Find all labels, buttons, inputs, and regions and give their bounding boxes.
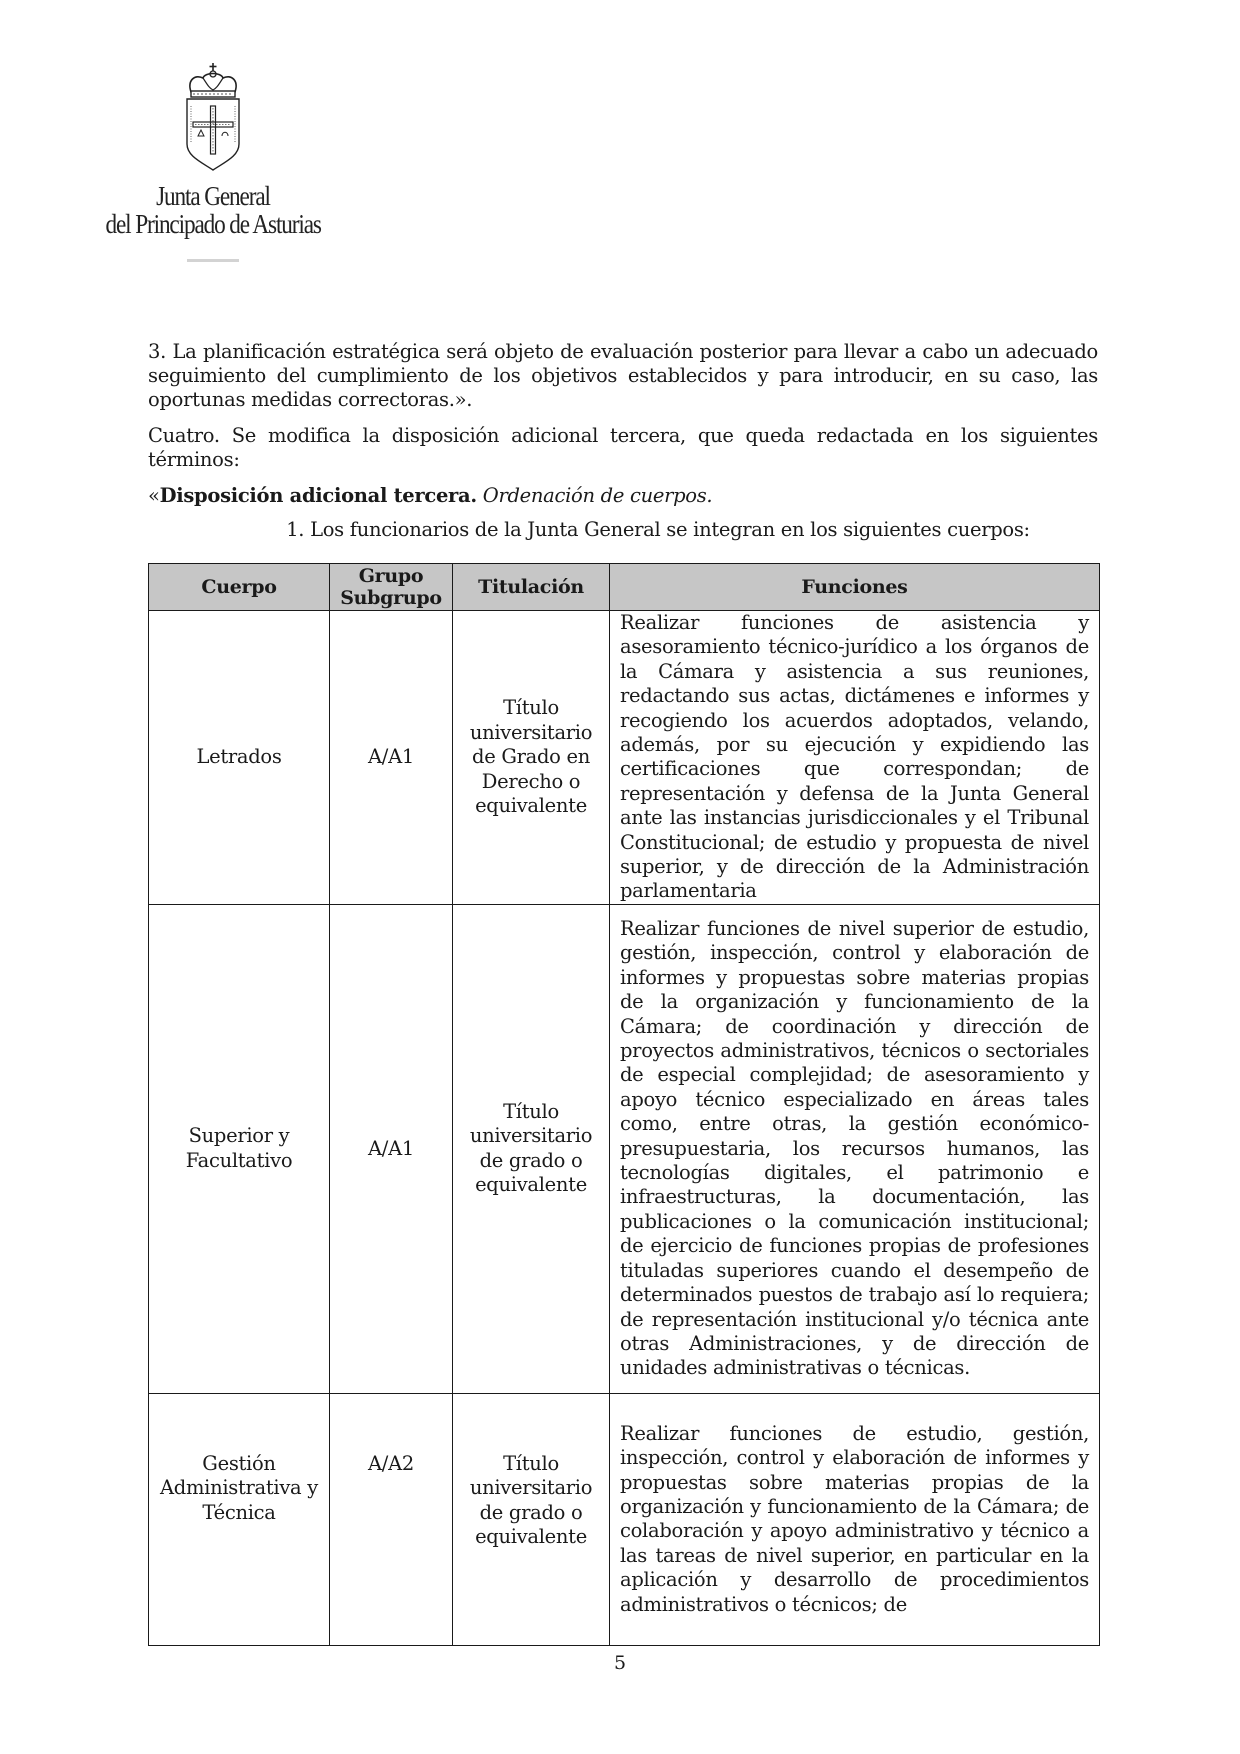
cell-funciones: Realizar funciones de estudio, gestión, inspección, control y elaboración de informes y propuestas sobre materias propias de la organización y funcionamiento de la Cámara; de colaboración y apoyo administrativo y técnico a las tareas de nivel superior, en particular en la aplicación y desarrollo de procedimientos administrativos o técnicos; de	[610, 1393, 1100, 1645]
grupo-label: Grupo	[358, 565, 424, 587]
column-header-grupo	[330, 564, 453, 611]
cell-cuerpo: Gestión Administrativa y Técnica	[149, 1393, 330, 1645]
table-row	[149, 904, 1100, 1393]
cell-funciones: Realizar funciones de nivel superior de estudio, gestión, inspección, control y elaboración de informes y propuestas sobre materias propias de la organización y funcionamiento de la Cámara; de coordinación y dirección de proyectos administrativos, técnicos o sectoriales de especial complejidad; de asesoramiento y apoyo técnico especializado en áreas tales como, entre otras, la gestión económico-presupuestaria, los recursos humanos, las tecnologías digitales, el patrimonio e infraestructuras, la documentación, las publicaciones o la comunicación institucional; de ejercicio de funciones propias de profesiones tituladas superiores cuando el desempeño de determinados puestos de trabajo así lo requiera; de representación institucional y/o técnica ante otras Administraciones, y de dirección de unidades administrativas o técnicas.	[610, 904, 1100, 1393]
cell-grupo: A/A2	[330, 1393, 453, 1645]
cell-funciones: Realizar funciones de asistencia y asesoramiento técnico-jurídico a los órganos de la Cámara y asistencia a sus reuniones, redactando sus actas, dictámenes e informes y recogiendo los acuerdos adoptados, velando, además, por su ejecución y expidiendo las certificaciones que correspondan; de representación y defensa de la Junta General ante las instancias jurisdiccionales y el Tribunal Constitucional; de estudio y propuesta de nivel superior, y de dirección de la Administración parlamentaria	[610, 611, 1100, 905]
column-header-titulacion: Titulación	[453, 564, 610, 611]
cuerpos-table	[148, 563, 1100, 1646]
institution-name-line2: del Principado de Asturias	[105, 209, 321, 239]
document-body	[148, 340, 1098, 552]
page-number: 5	[613, 1652, 627, 1674]
opening-quote: «	[148, 484, 160, 507]
heading-title: Disposición adicional tercera.	[159, 484, 477, 507]
paragraph-cuatro: Cuatro. Se modifica la disposición adicional tercera, que queda redactada en los siguientes términos:	[148, 424, 1098, 471]
cell-titulacion: Título universitario de grado o equivalente	[453, 904, 610, 1393]
column-header-cuerpo: Cuerpo	[149, 564, 330, 611]
table-row	[149, 611, 1100, 905]
coat-of-arms-icon	[181, 62, 245, 174]
cell-grupo: A/A1	[330, 904, 453, 1393]
paragraph-planificacion: 3. La planificación estratégica será objeto de evaluación posterior para llevar a cabo un adecuado seguimiento del cumplimiento de los objetivos establecidos y para introducir, en su caso, las oportunas medidas correctoras.».	[148, 340, 1098, 411]
column-header-funciones: Funciones	[610, 564, 1100, 611]
table-header-row	[149, 564, 1100, 611]
section-heading	[148, 484, 1098, 508]
paragraph-intro-table: 1. Los funcionarios de la Junta General se integran en los siguientes cuerpos:	[286, 518, 1030, 541]
institution-logo	[88, 62, 338, 262]
cell-titulacion: Título universitario de grado o equivalente	[453, 1393, 610, 1645]
cell-grupo: A/A1	[330, 611, 453, 905]
subgrupo-label: Subgrupo	[340, 587, 442, 609]
table-row	[149, 1393, 1100, 1645]
heading-subtitle: Ordenación de cuerpos.	[482, 484, 713, 507]
cell-titulacion: Título universitario de Grado en Derecho o equivalente	[453, 611, 610, 905]
logo-divider	[187, 259, 239, 262]
institution-name	[106, 182, 321, 238]
cell-cuerpo: Letrados	[149, 611, 330, 905]
cell-cuerpo: Superior y Facultativo	[149, 904, 330, 1393]
institution-name-line1: Junta General	[156, 181, 270, 211]
